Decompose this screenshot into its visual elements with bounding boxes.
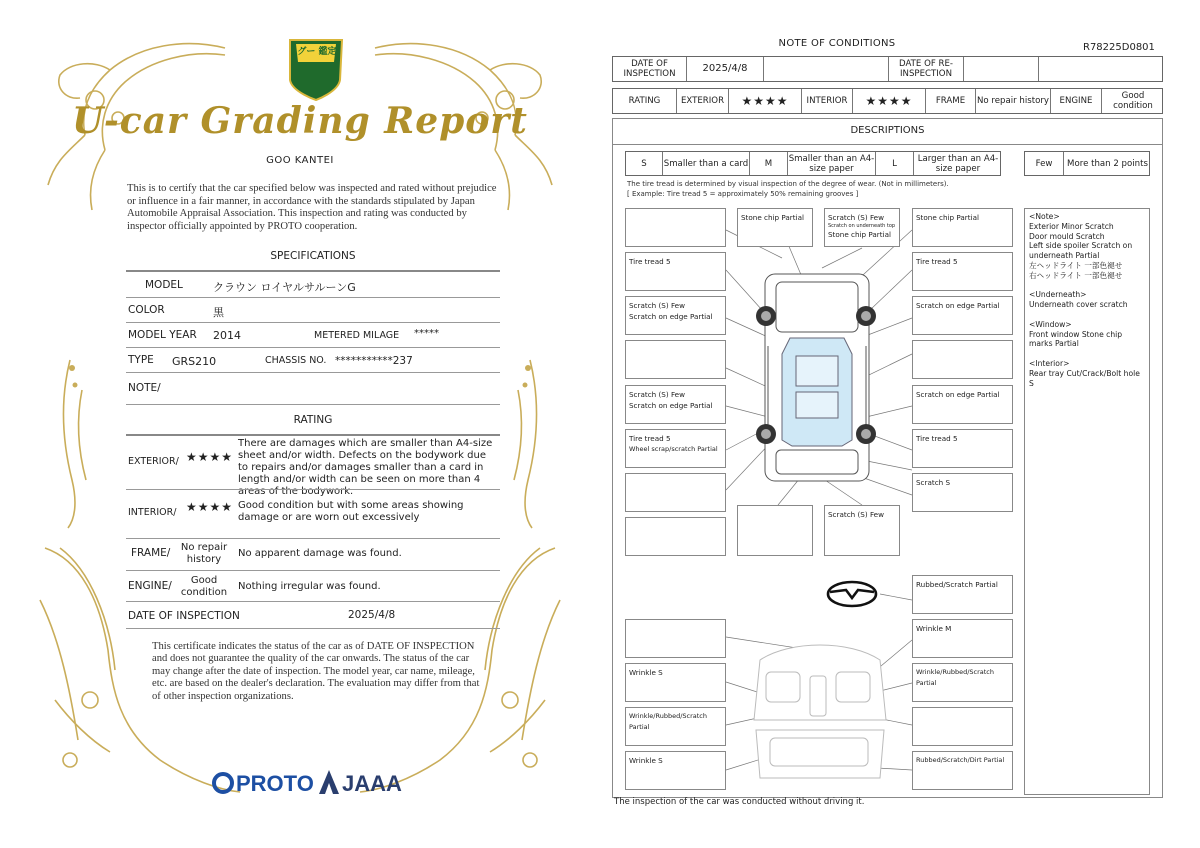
interior-label: INTERIOR/ [128, 507, 177, 518]
legend-m-desc: Smaller than an A4-size paper [788, 153, 875, 174]
callout-text: Scratch (S) Few [629, 390, 685, 399]
model-value: クラウン ロイヤルサルーンG [213, 281, 356, 294]
note-line: Left side spoiler Scratch on underneath Partial [1029, 241, 1133, 261]
interior-label: INTERIOR [801, 89, 852, 113]
certificate-title: U-car Grading Report [72, 100, 528, 142]
steering-wheel-icon [828, 582, 876, 606]
engine-description: Nothing irregular was found. [238, 581, 381, 592]
sheet-title: NOTE OF CONDITIONS [778, 38, 896, 49]
callout-text: Scratch on underneath top [828, 223, 896, 229]
frame-description: No apparent damage was found. [238, 548, 402, 559]
callout-text: Tire tread 5 [629, 434, 671, 443]
callout-text: Scratch (S) Few [629, 301, 685, 310]
callout-box-int-left-1 [625, 619, 726, 658]
reinspection-label: DATE OF RE-INSPECTION [888, 57, 963, 81]
date-inspection-value: 2025/4/8 [686, 57, 763, 81]
date-inspection-label: DATE OF INSPECTION [623, 59, 676, 79]
callout-text: Tire tread 5 [629, 257, 671, 266]
callout-box-left-7 [625, 473, 726, 512]
frame-label: FRAME/ [131, 547, 171, 559]
callout-box-right-1 [912, 208, 1013, 247]
note-line: Exterior Minor Scratch [1029, 221, 1114, 231]
callout-text: Wrinkle/Rubbed/Scratch Partial [916, 668, 994, 687]
model-year-value: 2014 [213, 329, 241, 342]
exterior-stars: ★★★★ [186, 450, 234, 464]
callout-text: Stone chip Partial [741, 213, 804, 222]
note-line: <Interior> [1029, 358, 1070, 368]
notes-box [1024, 208, 1150, 795]
tire-note-line-2: [ Example: Tire tread 5 = approximately 50% remaining grooves ] [627, 189, 859, 198]
legend-few-desc: More than 2 points [1063, 152, 1151, 175]
type-label: TYPE [128, 354, 154, 366]
callout-text: Wrinkle S [629, 756, 663, 765]
callout-text: Rubbed/Scratch/Dirt Partial [916, 756, 1005, 764]
callout-box-left-8 [625, 517, 726, 556]
bottom-note: The inspection of the car was conducted without driving it. [614, 797, 865, 807]
interior-description: Good condition but with some areas showing damage or are worn out excessively [238, 500, 464, 523]
chassis-value: ***********237 [335, 355, 413, 367]
callout-text: Scratch on edge Partial [629, 401, 713, 410]
legend-l-desc: Larger than an A4-size paper [913, 152, 1002, 175]
callout-box-right-7 [912, 473, 1013, 512]
date-of-inspection-label: DATE OF INSPECTION [128, 610, 240, 622]
callout-box-right-5 [912, 385, 1013, 424]
legend-s: S [641, 158, 647, 169]
certificate-subtitle: GOO KANTEI [266, 155, 334, 166]
callout-box-right-2 [912, 252, 1013, 291]
callout-text: Scratch on edge Partial [916, 390, 1000, 399]
legend-m: M [749, 152, 787, 175]
note-line: <Underneath> [1029, 290, 1087, 300]
certificate-disclaimer: This certificate indicates the status of the car as of DATE OF INSPECTION and does not guarantee the quality of the car onwards. The status of the car may change after the date of inspection. The model year, car name, mileage, etc. are based on the dealer's declaration. The evaluation may differ from that of other inspection organizations. [152, 641, 480, 702]
exterior-label: EXTERIOR [676, 89, 728, 113]
note-spacer [1029, 281, 1145, 291]
callout-box-right-4 [912, 340, 1013, 379]
type-value: GRS210 [172, 355, 217, 368]
car-interior-view [754, 645, 886, 778]
callout-box-left-3 [625, 296, 726, 335]
note-spacer [1029, 310, 1145, 320]
badge-text: グー 鑑定 [297, 47, 337, 57]
engine-value: Good condition [180, 575, 228, 598]
callout-box-left-6 [625, 429, 726, 468]
engine-value: Good condition [1101, 89, 1164, 113]
chassis-label: CHASSIS NO. [265, 355, 327, 366]
note-line: 左ヘッドライト 一部色褪せ [1029, 260, 1123, 270]
rating-heading: RATING [293, 414, 333, 426]
callout-text: Wrinkle S [629, 668, 663, 677]
note-line: Front window Stone chip marks Partial [1029, 329, 1123, 349]
legend-l: L [875, 152, 913, 175]
callout-box-right-6 [912, 429, 1013, 468]
callout-box-steering [912, 575, 1013, 614]
callout-box-int-right-2 [912, 663, 1013, 702]
exterior-label: EXTERIOR/ [128, 456, 179, 467]
note-line: <Note> [1029, 212, 1060, 221]
callout-box-int-left-2 [625, 663, 726, 702]
callout-box-left-5 [625, 385, 726, 424]
callout-box-top-1 [737, 208, 813, 247]
note-line: Rear tray Cut/Crack/Bolt hole S [1029, 368, 1140, 388]
jaaa-logo-text: JAAA [342, 771, 402, 796]
color-label: COLOR [128, 304, 165, 316]
callout-text: Wrinkle M [916, 624, 952, 633]
interior-stars: ★★★★ [186, 500, 234, 514]
model-year-label: MODEL YEAR [128, 329, 197, 341]
frame-value: No repair history [180, 542, 228, 565]
note-spacer [1029, 349, 1145, 359]
engine-label: ENGINE/ [128, 580, 172, 592]
callout-text: Scratch (S) Few [828, 213, 884, 222]
specifications-heading: SPECIFICATIONS [270, 250, 356, 262]
frame-label: FRAME [925, 89, 975, 113]
legend-s-desc: Smaller than a card [662, 152, 749, 175]
callout-text: Wheel scrap/scratch Partial [629, 445, 718, 453]
mileage-label: METERED MILAGE [314, 330, 400, 341]
callout-box-left-4 [625, 340, 726, 379]
exterior-stars: ★★★★ [728, 89, 801, 113]
legend-few: Few [1035, 158, 1053, 169]
callout-box-int-right-3 [912, 707, 1013, 746]
callout-box-bottom-1 [737, 505, 813, 556]
date-of-inspection-value: 2025/4/8 [348, 609, 396, 621]
rating-label: RATING [628, 96, 661, 106]
tire-note-line-1: The tire tread is determined by visual inspection of the degree of wear. (Not in millimeters). [627, 180, 949, 188]
model-label: MODEL [145, 279, 183, 291]
note-line: 右ヘッドライト 一部色褪せ [1029, 270, 1123, 280]
reference-number: R78225D0801 [1083, 42, 1155, 53]
callout-text: Rubbed/Scratch Partial [916, 580, 998, 589]
descriptions-heading: DESCRIPTIONS [850, 125, 925, 136]
frame-value: No repair history [975, 89, 1050, 113]
exterior-description: There are damages which are smaller than A4-size sheet and/or width. Defects on the bodywork due to repairs and/or damages smaller than a card in length and/or width can be seen on more than 4 areas of the bodywork. [238, 438, 493, 497]
callout-text: Wrinkle/Rubbed/Scratch Partial [629, 712, 707, 731]
callout-box-int-left-4 [625, 751, 726, 790]
callout-text: Tire tread 5 [916, 257, 958, 266]
engine-label: ENGINE [1050, 89, 1101, 113]
callout-box-top-2 [824, 208, 900, 247]
callout-text: Scratch on edge Partial [629, 312, 713, 321]
callout-text: Scratch on edge Partial [916, 301, 1000, 310]
callout-box-left-1 [625, 208, 726, 247]
note-line: <Window> [1029, 319, 1072, 329]
callout-box-bottom-2 [824, 505, 900, 556]
proto-logo-text: PROTO [236, 771, 314, 796]
callout-text: Stone chip Partial [916, 213, 979, 222]
callout-text: Scratch (S) Few [828, 510, 884, 519]
callout-box-int-left-3 [625, 707, 726, 746]
color-value: 黒 [213, 306, 224, 319]
callout-text: Tire tread 5 [916, 434, 958, 443]
callout-text: Stone chip Partial [828, 230, 891, 239]
note-label: NOTE/ [128, 382, 161, 394]
note-line: Door mould Scratch [1029, 231, 1105, 241]
callout-box-left-2 [625, 252, 726, 291]
callout-text: Scratch S [916, 478, 951, 487]
callout-box-right-3 [912, 296, 1013, 335]
car-top-view [765, 274, 869, 481]
callout-box-int-right-1 [912, 619, 1013, 658]
certificate-intro: This is to certify that the car specified below was inspected and rated without prejudice or influence in a fair manner, in accordance with the standards stipulated by Japan Automobile Appraisal Association. This inspection and rating was conducted by inspector officially appointed by PROTO cooperation. [127, 183, 497, 232]
mileage-value: ***** [414, 328, 439, 339]
callout-box-int-right-4 [912, 751, 1013, 790]
note-line: Underneath cover scratch [1029, 300, 1128, 310]
interior-stars: ★★★★ [852, 89, 925, 113]
